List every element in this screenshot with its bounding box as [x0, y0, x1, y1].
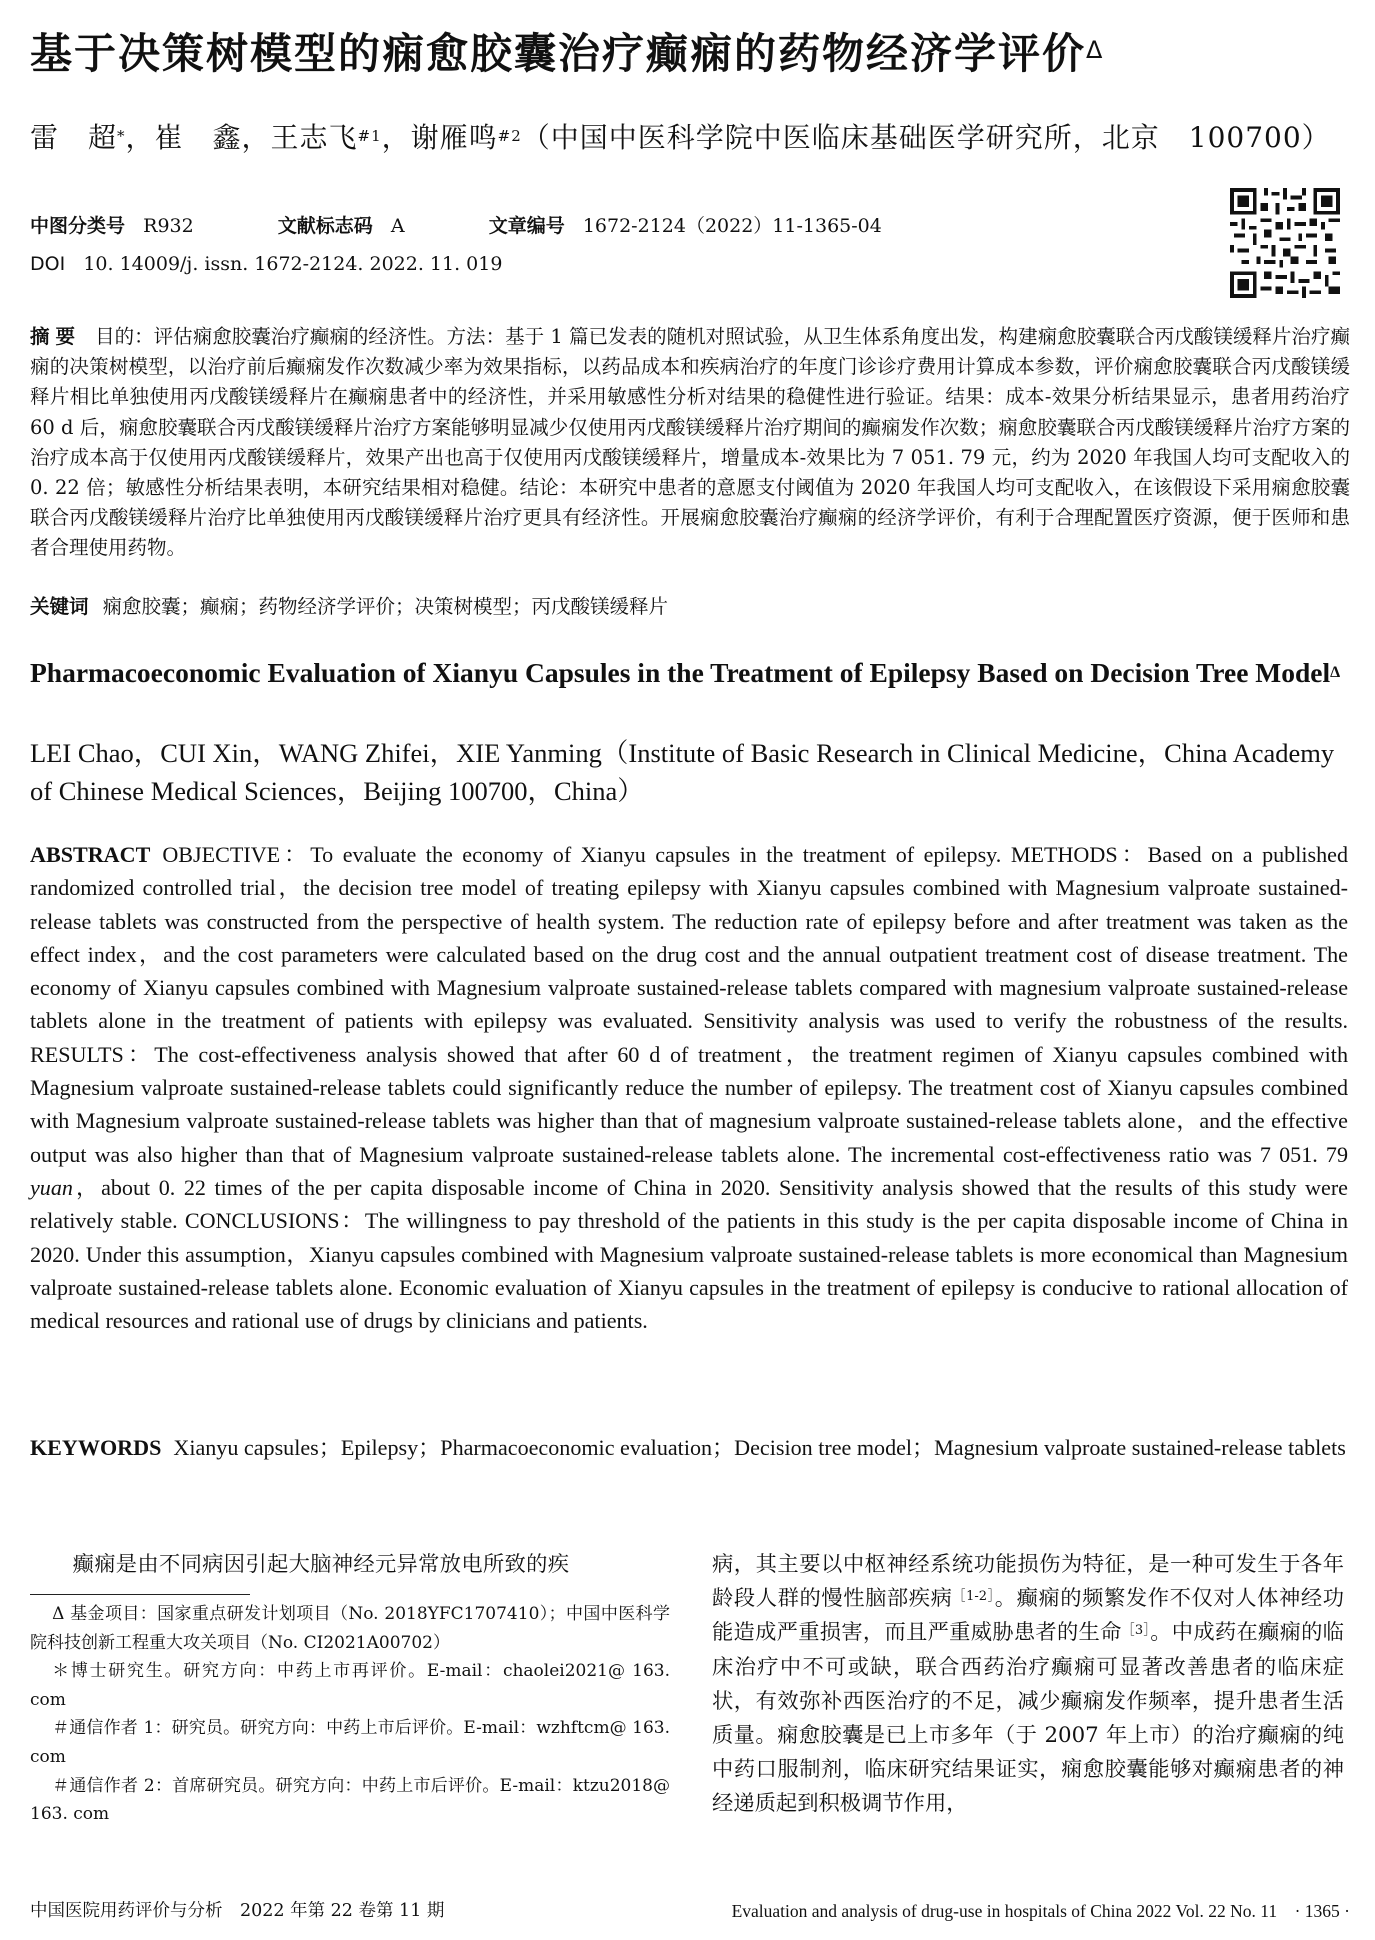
english-authors: LEI Chao，CUI Xin，WANG Zhifei，XIE Yanming（Institute of Basic Research in Clinical Medicine，China Academy of Chinese Medical Sciences，Beijing 100700，China）: [30, 738, 1335, 806]
footnote-divider: [30, 1594, 250, 1595]
english-abstract: ABSTRACT OBJECTIVE：To evaluate the economy of Xianyu capsules in the treatment of epilepsy. METHODS：Based on a published randomized controlled trial，the decision tree model of treating epilepsy with Xianyu capsules combined with Magnesium valproate sustained-release tablets was constructed from the perspective of health system. The reduction rate of epilepsy before and after treatment was taken as the effect index，and the cost parameters were calculated based on the drug cost and the annual outpatient treatment cost of disease treatment. The economy of Xianyu capsules combined with Magnesium valproate sustained-release tablets compared with magnesium valproate sustained-release tablets alone in the treatment of patients with epilepsy was evaluated. Sensitivity analysis was used to verify the robustness of the results. RESULTS：The cost-effectiveness analysis showed that after 60 d of treatment，the treatment regimen of Xianyu capsules combined with Magnesium valproate sustained-release tablets could significantly reduce the number of epilepsy. The treatment cost of Xianyu capsules combined with Magnesium valproate sustained-release tablets was higher than that of magnesium valproate sustained-release tablets alone，and the effective output was also higher than that of Magnesium valproate sustained-release tablets alone. The incremental cost-effectiveness ratio was 7 051. 79 yuan，about 0. 22 times of the per capita disposable income of China in 2020. Sensitivity analysis showed that the results of this study were relatively stable. CONCLUSIONS：The willingness to pay threshold of the patients in this study is the per capita disposable income of China in 2020. Under this assumption，Xianyu capsules combined with Magnesium valproate sustained-release tablets is more economical than Magnesium valproate sustained-release tablets alone. Economic evaluation of Xianyu capsules in the treatment of epilepsy is conducive to rational allocation of medical resources and rational use of drugs by clinicians and patients.: [30, 842, 1348, 1334]
doi-row: DOI 10. 14009/j. issn. 1672-2124. 2022. 11. 019: [30, 253, 503, 275]
footnote-corresponding-1: ＃通信作者 1：研究员。研究方向：中药上市后评价。E-mail：wzhftcm@ 163. com: [30, 1718, 670, 1767]
classification-row: 中图分类号 R932 文献标志码 A 文章编号 1672-2124（2022）11-1365-04: [30, 215, 882, 237]
author-affiliation: （中国中医科学院中医临床基础医学研究所，北京 100700）: [521, 121, 1331, 154]
footnote-corresponding-2: ＃通信作者 2：首席研究员。研究方向：中药上市后评价。E-mail：ktzu2018@ 163. com: [30, 1775, 670, 1825]
body-text-left: 癫痫是由不同病因引起大脑神经元异常放电所致的疾: [72, 1552, 570, 1577]
footnotes: [30, 1600, 670, 1829]
footnote-phd: ＊博士研究生。研究方向：中药上市再评价。E-mail：chaolei2021@ 163. com: [30, 1661, 670, 1710]
title-fund-mark: Δ: [1086, 36, 1105, 64]
abstract-label: 摘要: [30, 325, 82, 348]
doi-link[interactable]: 10. 14009/j. issn. 1672-2124. 2022. 11. 019: [83, 253, 503, 275]
chinese-title: 基于决策树模型的痫愈胶囊治疗癫痫的药物经济学评价$^\Delta$: [30, 29, 1105, 78]
chinese-authors: 雷 超*，崔 鑫，王志飞$^{\#1}$，谢雁鸣$^{\#2}$（中国中医科学院中医临床基础医学研究所，北京 100700）: [30, 121, 1331, 154]
keywords-label-en: KEYWORDS: [30, 1435, 162, 1460]
journal-footer-en: Evaluation and analysis of drug-use in hospitals of China 2022 Vol. 22 No. 11 · 1365 ·: [731, 1901, 1350, 1921]
qr-code-icon: [1230, 188, 1340, 298]
journal-footer-cn: 中国医院用药评价与分析 2022 年第 22 卷第 11 期: [30, 1901, 445, 1921]
english-keywords: KEYWORDS Xianyu capsules；Epilepsy；Pharmacoeconomic evaluation；Decision tree model；Magnesium valproate sustained-release tablets: [30, 1435, 1346, 1460]
chinese-keywords: 关键词 痫愈胶囊；癫痫；药物经济学评价；决策树模型；丙戊酸镁缓释片: [30, 595, 669, 618]
citation-link[interactable]: ［3］: [1121, 1623, 1151, 1639]
body-text-right: 病，其主要以中枢神经系统功能损伤为特征，是一种可发生于各年龄段人群的慢性脑部疾病$^{[1-2]}$。癫痫的频繁发作不仅对人体神经功能造成严重损害，而且严重威胁患者的生命$^{[3]}$。中成药在癫痫的临床治疗中不可或缺，联合西药治疗癫痫可显著改善患者的临床症状，有效弥补西医治疗的不足，减少癫痫发作频率，提升患者生活质量。痫愈胶囊是已上市多年（于 2007 年上市）的治疗癫痫的纯中药口服制剂，临床研究结果证实，痫愈胶囊能够对癫痫患者的神经递质起到积极调节作用，: [712, 1552, 1344, 1817]
chinese-abstract: 摘要 目的：评估痫愈胶囊治疗癫痫的经济性。方法：基于 1 篇已发表的随机对照试验，从卫生体系角度出发，构建痫愈胶囊联合丙戊酸镁缓释片治疗癫痫的决策树模型，以治疗前后癫痫发作次数减少率为效果指标，以药品成本和疾病治疗的年度门诊诊疗费用计算成本参数，评价痫愈胶囊联合丙戊酸镁缓释片相比单独使用丙戊酸镁缓释片在癫痫患者中的经济性，并采用敏感性分析对结果的稳健性进行验证。结果：成本-效果分析结果显示，患者用药治疗 60 d 后，痫愈胶囊联合丙戊酸镁缓释片治疗方案能够明显减少仅使用丙戊酸镁缓释片治疗期间的癫痫发作次数；痫愈胶囊联合丙戊酸镁缓释片治疗方案的治疗成本高于仅使用丙戊酸镁缓释片，效果产出也高于仅使用丙戊酸镁缓释片，增量成本-效果比为 7 051. 79 元，约为 2020 年我国人均可支配收入的 0. 22 倍；敏感性分析结果表明，本研究结果相对稳健。结论：本研究中患者的意愿支付阈值为 2020 年我国人均可支配收入，在该假设下采用痫愈胶囊联合丙戊酸镁缓释片治疗比单独使用丙戊酸镁缓释片治疗更具有经济性。开展痫愈胶囊治疗癫痫的经济学评价，有利于合理配置医疗资源，便于医师和患者合理使用药物。: [30, 325, 1350, 560]
abstract-label-en: ABSTRACT: [30, 842, 151, 867]
citation-link[interactable]: ［1-2］: [952, 1589, 995, 1605]
english-title: Pharmacoeconomic Evaluation of Xianyu Capsules in the Treatment of Epilepsy Based on Decision Tree Model$^\Delta$: [30, 657, 1341, 688]
keywords-label: 关键词: [30, 595, 89, 618]
footnote-fund: Δ 基金项目：国家重点研发计划项目（No. 2018YFC1707410）；中国中医科学院科技创新工程重大攻关项目（No. CI2021A00702）: [30, 1604, 670, 1653]
